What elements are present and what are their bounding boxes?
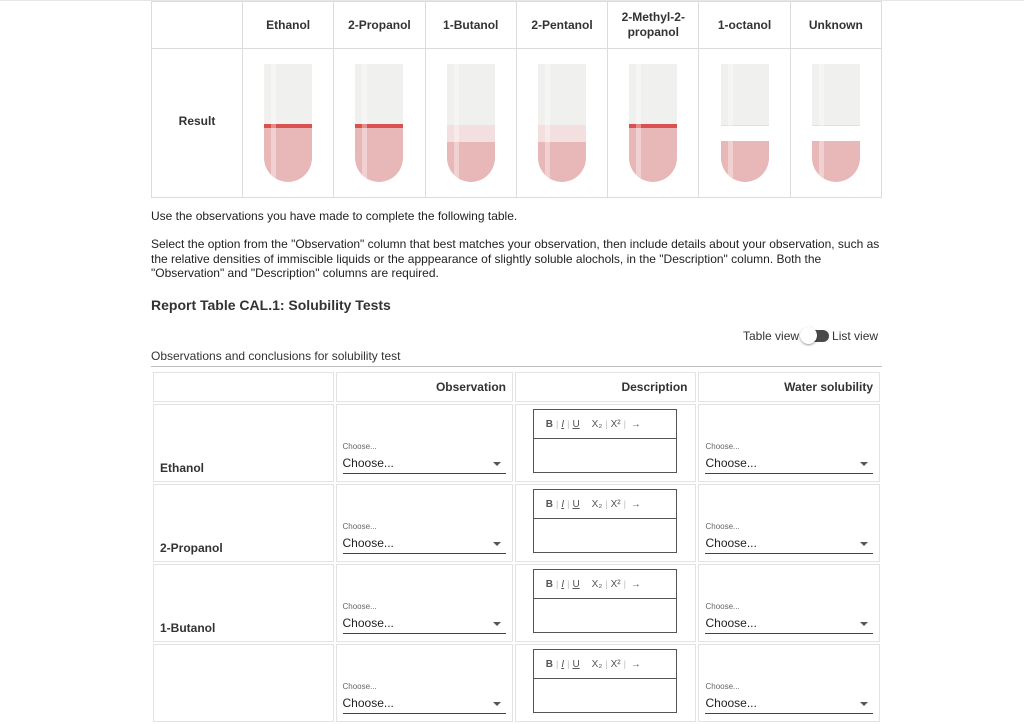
description-editor[interactable]	[533, 409, 677, 473]
water-solubility-select[interactable]	[705, 442, 873, 474]
test-tube-1-octanol	[721, 64, 769, 182]
underline-button[interactable]: U	[572, 578, 580, 590]
water-solubility-cell	[698, 484, 880, 562]
toolbar-separator: |	[605, 419, 608, 429]
description-cell	[515, 564, 697, 642]
observation-table	[151, 1, 882, 198]
description-editor[interactable]	[533, 569, 677, 633]
toolbar-separator: |	[605, 659, 608, 669]
subscript-button[interactable]: X₂	[591, 578, 603, 590]
result-row-label: Result	[152, 49, 243, 198]
report-table-title: Report Table CAL.1: Solubility Tests	[151, 297, 391, 313]
italic-button[interactable]: I	[561, 418, 565, 430]
italic-button[interactable]: I	[561, 498, 565, 510]
select-box[interactable]	[343, 456, 506, 474]
test-tube-ethanol	[264, 64, 312, 182]
observation-cell	[336, 404, 513, 482]
tube-gloss	[271, 64, 276, 182]
select-floating-label: Choose...	[705, 682, 740, 691]
chevron-down-icon[interactable]	[860, 542, 868, 546]
superscript-button[interactable]: X²	[610, 498, 621, 510]
toolbar-separator: |	[567, 659, 570, 669]
editor-toolbar	[534, 410, 676, 439]
report-header-row	[153, 372, 880, 402]
select-value: Choose...	[705, 536, 757, 550]
view-toggle-switch[interactable]	[803, 330, 829, 342]
instruction-detail-text: Select the option from the "Observation" column that best matches your observation, then include details about your observation, such as the relative densities of immiscible liquids or the apppearance of slightly soluble alochols, in the "Description" column. Both the "Observation" and "Description" columns are required.	[151, 237, 880, 280]
list-view-label: List view	[832, 329, 879, 343]
select-value: Choose...	[342, 616, 394, 630]
table-row	[153, 404, 880, 482]
editor-text-area[interactable]	[534, 439, 676, 474]
select-box[interactable]	[343, 696, 506, 714]
select-box[interactable]	[705, 616, 873, 634]
row-label-cell	[153, 404, 334, 482]
editor-toolbar	[534, 570, 676, 599]
toolbar-separator: |	[555, 659, 559, 669]
report-corner-cell	[153, 372, 334, 402]
subscript-button[interactable]: X₂	[591, 418, 603, 430]
select-value: Choose...	[705, 616, 757, 630]
column-header	[608, 2, 699, 49]
toolbar-separator: |	[605, 499, 608, 509]
corner-cell	[152, 2, 243, 49]
select-box[interactable]	[705, 536, 873, 554]
select-floating-label: Choose...	[705, 442, 740, 451]
observation-cell	[336, 564, 513, 642]
toolbar-separator: |	[567, 499, 570, 509]
underline-button[interactable]: U	[572, 418, 580, 430]
water-solubility-select[interactable]	[705, 522, 873, 554]
toolbar-separator: |	[567, 419, 570, 429]
observation-select[interactable]	[343, 442, 506, 474]
toolbar-separator: |	[555, 419, 559, 429]
caption-divider	[151, 366, 882, 367]
column-header: 1-Butanol	[425, 2, 516, 49]
select-value: Choose...	[342, 536, 394, 550]
test-tube-1-butanol	[447, 64, 495, 182]
chevron-down-icon[interactable]	[860, 622, 868, 626]
subscript-button[interactable]: X₂	[591, 498, 603, 510]
chevron-down-icon[interactable]	[493, 702, 501, 706]
editor-toolbar	[534, 490, 676, 519]
underline-button[interactable]: U	[572, 498, 580, 510]
result-row	[152, 49, 882, 198]
select-floating-label: Choose...	[705, 602, 740, 611]
column-header: 1-octanol	[699, 2, 790, 49]
select-box[interactable]	[343, 536, 506, 554]
column-header-text: 2-Methyl-2- propanol	[621, 10, 685, 39]
select-floating-label: Choose...	[342, 442, 377, 451]
description-cell	[515, 484, 697, 562]
description-cell	[515, 644, 697, 722]
toolbar-separator: |	[567, 579, 570, 589]
superscript-button[interactable]: X²	[610, 418, 621, 430]
row-label-cell	[153, 484, 334, 562]
chevron-down-icon[interactable]	[493, 542, 501, 546]
observation-select[interactable]	[343, 682, 506, 714]
row-label-cell	[153, 644, 334, 722]
select-floating-label: Choose...	[342, 522, 377, 531]
editor-text-area[interactable]	[534, 519, 676, 554]
tube-gloss	[545, 64, 550, 182]
observation-cell	[336, 644, 513, 722]
select-floating-label: Choose...	[342, 682, 377, 691]
observation-select[interactable]	[343, 522, 506, 554]
row-label: 2-Propanol	[160, 541, 223, 555]
italic-button[interactable]: I	[561, 658, 565, 670]
view-toggle[interactable]	[743, 328, 878, 344]
column-header: Ethanol	[243, 2, 334, 49]
column-header: Unknown	[790, 2, 881, 49]
select-value: Choose...	[705, 456, 757, 470]
toggle-knob[interactable]	[800, 327, 817, 344]
test-tube-unknown	[812, 64, 860, 182]
water-solubility-select[interactable]	[705, 682, 873, 714]
observation-select[interactable]	[343, 602, 506, 634]
tube-gloss	[454, 64, 459, 182]
arrow-icon[interactable]: →	[630, 418, 641, 430]
select-box[interactable]	[705, 696, 873, 714]
toolbar-separator: |	[555, 579, 559, 589]
chevron-down-icon[interactable]	[860, 462, 868, 466]
tube-gloss	[819, 64, 824, 182]
water-solubility-cell	[698, 404, 880, 482]
tube-gloss	[728, 64, 733, 182]
superscript-button[interactable]: X²	[610, 658, 621, 670]
chevron-down-icon[interactable]	[493, 462, 501, 466]
description-editor[interactable]	[533, 489, 677, 553]
toolbar-separator: |	[623, 419, 626, 429]
underline-button[interactable]: U	[572, 658, 580, 670]
description-header: Description	[515, 372, 697, 402]
chevron-down-icon[interactable]	[860, 702, 868, 706]
row-label: Ethanol	[160, 461, 204, 475]
bold-button[interactable]: B	[545, 658, 553, 670]
toolbar-separator: |	[555, 499, 559, 509]
tube-gloss	[362, 64, 367, 182]
test-tube-2-methyl-2-propanol	[629, 64, 677, 182]
observation-header: Observation	[336, 372, 513, 402]
table-caption: Observations and conclusions for solubility test	[151, 349, 401, 363]
water-solubility-cell	[698, 644, 880, 722]
tube-gloss	[636, 64, 641, 182]
select-value: Choose...	[342, 456, 394, 470]
test-tube-2-pentanol	[538, 64, 586, 182]
select-floating-label: Choose...	[705, 522, 740, 531]
select-box[interactable]	[705, 456, 873, 474]
column-header: 2-Propanol	[334, 2, 425, 49]
report-table-body	[153, 404, 880, 722]
chevron-down-icon[interactable]	[493, 622, 501, 626]
toolbar-separator: |	[605, 579, 608, 589]
row-label: 1-Butanol	[160, 621, 216, 635]
select-floating-label: Choose...	[342, 602, 377, 611]
description-editor[interactable]	[533, 649, 677, 713]
arrow-icon[interactable]: →	[630, 658, 641, 670]
editor-text-area[interactable]	[534, 599, 676, 634]
italic-button[interactable]: I	[561, 578, 565, 590]
toolbar-separator: |	[623, 659, 626, 669]
report-table	[151, 370, 882, 724]
observation-cell	[336, 484, 513, 562]
select-box[interactable]	[343, 616, 506, 634]
table-view-label: Table view	[743, 329, 800, 343]
table-row	[153, 484, 880, 562]
toolbar-separator: |	[623, 579, 626, 589]
bold-button[interactable]: B	[545, 578, 553, 590]
instruction-text: Use the observations you have made to complete the following table.	[151, 209, 518, 223]
toolbar-separator: |	[623, 499, 626, 509]
test-tube-2-propanol	[355, 64, 403, 182]
arrow-icon[interactable]: →	[630, 498, 641, 510]
superscript-button[interactable]: X²	[610, 578, 621, 590]
select-value: Choose...	[342, 696, 394, 710]
table-row	[153, 644, 880, 722]
editor-text-area[interactable]	[534, 679, 676, 714]
row-label-cell	[153, 564, 334, 642]
water-solubility-header: Water solubility	[698, 372, 880, 402]
bold-button[interactable]: B	[545, 498, 553, 510]
observation-header-row	[152, 2, 882, 49]
select-value: Choose...	[705, 696, 757, 710]
arrow-icon[interactable]: →	[630, 578, 641, 590]
subscript-button[interactable]: X₂	[591, 658, 603, 670]
water-solubility-select[interactable]	[705, 602, 873, 634]
column-header: 2-Pentanol	[516, 2, 607, 49]
water-solubility-cell	[698, 564, 880, 642]
description-cell	[515, 404, 697, 482]
bold-button[interactable]: B	[545, 418, 553, 430]
table-row	[153, 564, 880, 642]
